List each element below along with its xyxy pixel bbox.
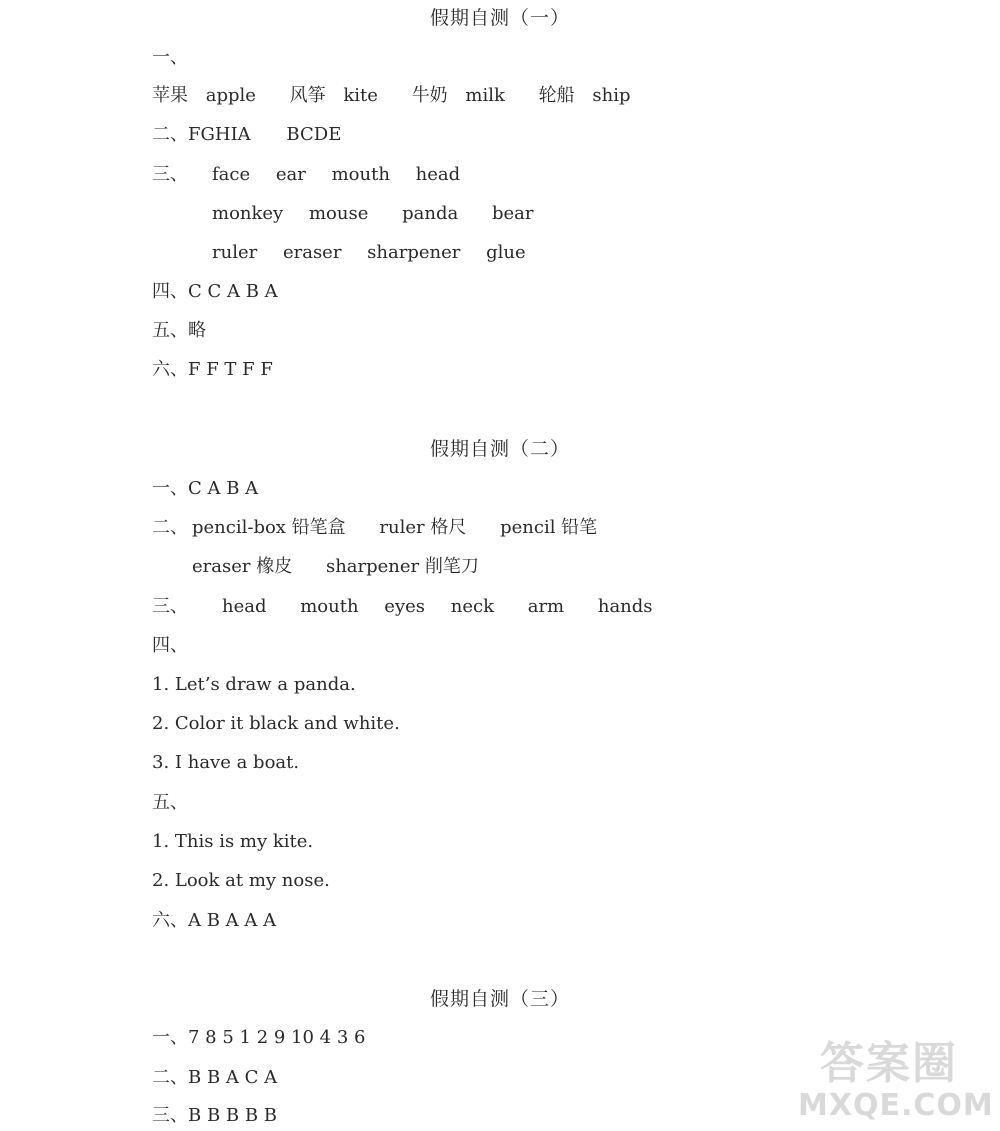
word: glue — [486, 242, 526, 263]
s1-q1-label: 一、 — [152, 47, 188, 68]
s2-q2-row1 — [192, 516, 597, 540]
word: head — [415, 164, 461, 185]
s1-q1-words — [152, 84, 631, 108]
s2-q5-label: 五、 — [152, 792, 188, 813]
word: face — [212, 164, 251, 185]
s1-q3-row3 — [212, 241, 526, 265]
word: sharpener 削笔刀 — [325, 556, 479, 577]
s1-q3-label: 三、 — [152, 164, 188, 185]
word: 风筝 — [289, 85, 326, 106]
watermark-url: MXQE.COM — [798, 1088, 994, 1123]
word: panda — [402, 203, 459, 224]
s2-q2-label: 二、 — [152, 517, 188, 538]
s1-q3-row2 — [212, 202, 533, 226]
s2-q3-words — [222, 595, 653, 619]
word: eraser — [282, 242, 342, 263]
word: mouse — [308, 203, 369, 224]
word: mouth — [300, 596, 359, 617]
word: 轮船 — [538, 85, 575, 106]
watermark-text: 答案圈 — [820, 1038, 958, 1089]
s2-q4-label: 四、 — [152, 635, 188, 656]
answer: 二、FGHIA — [152, 124, 251, 145]
word: kite — [343, 85, 378, 106]
word: 苹果 — [152, 85, 188, 106]
word: apple — [205, 85, 256, 106]
word: ship — [592, 85, 631, 106]
s1-q4: 四、C C A B A — [152, 281, 278, 302]
s3-q3: 三、B B B B B — [152, 1105, 278, 1126]
word: neck — [450, 596, 494, 617]
s1-q2 — [152, 123, 341, 147]
word: head — [222, 596, 267, 617]
s2-q4-item: 1. Let’s draw a panda. — [152, 674, 356, 695]
word: ear — [275, 164, 306, 185]
word: bear — [491, 203, 534, 224]
word: ruler — [212, 242, 258, 263]
section-1-title: 假期自测（一） — [429, 7, 570, 29]
s2-q1: 一、C A B A — [152, 478, 259, 499]
word: arm — [527, 596, 565, 617]
word: eraser 橡皮 — [192, 556, 293, 577]
s3-q1: 一、7 8 5 1 2 9 10 4 3 6 — [152, 1027, 366, 1048]
section-2-title: 假期自测（二） — [429, 438, 570, 460]
s2-q5-item: 1. This is my kite. — [152, 831, 314, 852]
word: hands — [597, 596, 653, 617]
answer: BCDE — [286, 124, 342, 145]
watermark-logo — [798, 1027, 994, 1123]
word: eyes — [384, 596, 426, 617]
word: pencil-box 铅笔盒 — [192, 517, 346, 538]
word: ruler 格尺 — [379, 517, 467, 538]
s1-q5: 五、略 — [152, 320, 206, 341]
word: milk — [465, 85, 505, 106]
s2-q2-row2 — [192, 555, 479, 579]
section-3-title: 假期自测（三） — [429, 988, 570, 1010]
s2-q4-item: 2. Color it black and white. — [152, 713, 400, 734]
s1-q6: 六、F F T F F — [152, 359, 273, 380]
s1-q3-row1 — [212, 163, 460, 187]
s2-q3-label: 三、 — [152, 596, 188, 617]
word: 牛奶 — [411, 85, 448, 106]
s2-q6: 六、A B A A A — [152, 910, 277, 931]
s2-q4-item: 3. I have a boat. — [152, 752, 300, 773]
s3-q2: 二、B B A C A — [152, 1067, 278, 1088]
word: sharpener — [367, 242, 461, 263]
word: pencil 铅笔 — [500, 517, 598, 538]
word: mouth — [331, 164, 390, 185]
s2-q5-item: 2. Look at my nose. — [152, 870, 330, 891]
word: monkey — [212, 203, 284, 224]
